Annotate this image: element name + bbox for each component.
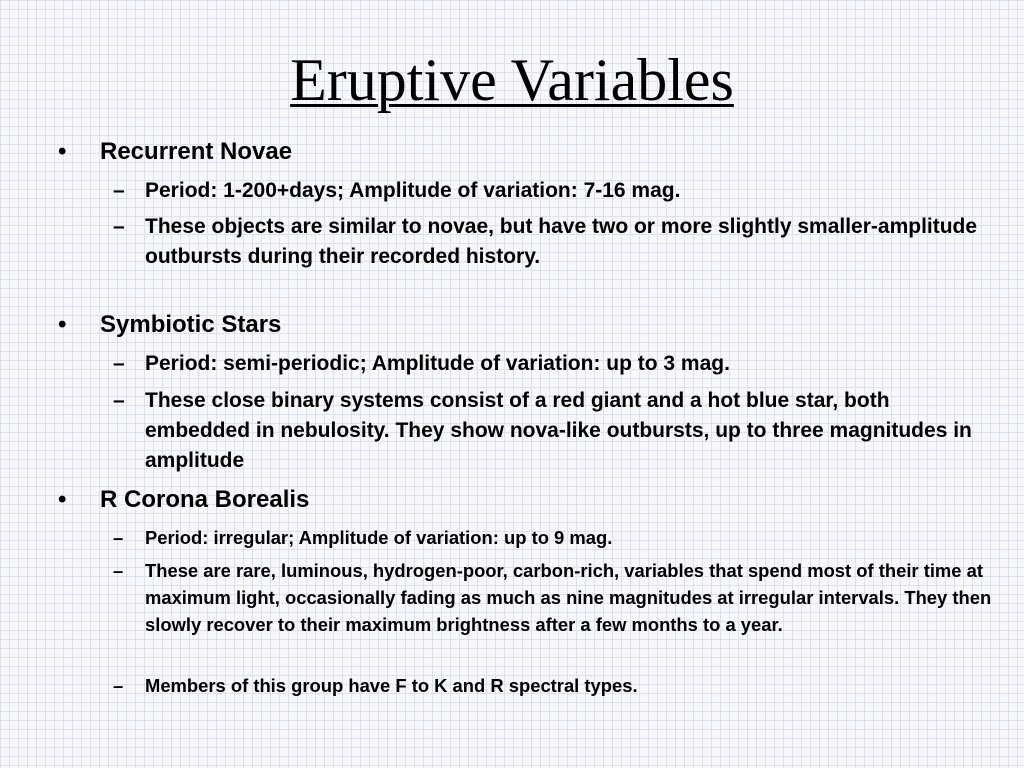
- list-item: [113, 386, 993, 476]
- bullet-icon: •: [58, 138, 67, 165]
- list-item: [113, 349, 993, 379]
- dash-icon: –: [113, 215, 125, 238]
- list-item-text: Members of this group have F to K and R spectral types.: [145, 675, 638, 696]
- bullet-icon: •: [58, 311, 67, 338]
- dash-icon: –: [113, 560, 124, 581]
- list-item-text: These close binary systems consist of a red giant and a hot blue star, both embedded in nebulosity. They show nova-like outbursts, up to three magnitudes in amplitude: [145, 389, 972, 472]
- list-item-text: Period: irregular; Amplitude of variation: up to 9 mag.: [145, 527, 613, 548]
- section-heading-label: Symbiotic Stars: [100, 311, 282, 338]
- dash-icon: –: [113, 527, 124, 548]
- list-item: [113, 557, 993, 638]
- dash-icon: –: [113, 675, 124, 696]
- list-item: [113, 524, 993, 551]
- section-heading-label: Recurrent Novae: [100, 138, 293, 165]
- dash-icon: –: [113, 179, 125, 202]
- section-heading-label: R Corona Borealis: [100, 486, 310, 513]
- list-item-text: Period: semi-periodic; Amplitude of variation: up to 3 mag.: [145, 352, 730, 375]
- list-item: [113, 212, 993, 272]
- bullet-icon: •: [58, 486, 67, 513]
- list-item-text: These are rare, luminous, hydrogen-poor, carbon-rich, variables that spend most of their time at maximum light, occasionally fading as much as nine magnitudes at irregular intervals. They then slowly recover to their maximum brightness after a few months to a year.: [145, 560, 992, 635]
- list-item-text: These objects are similar to novae, but have two or more slightly smaller-amplitude outbursts during their recorded history.: [145, 215, 978, 268]
- list-item-text: Period: 1-200+days; Amplitude of variation: 7-16 mag.: [145, 179, 681, 202]
- dash-icon: –: [113, 352, 125, 375]
- slide-title: Eruptive Variables: [290, 47, 734, 113]
- dash-icon: –: [113, 389, 125, 412]
- list-item: [113, 672, 993, 699]
- list-item: [113, 176, 993, 206]
